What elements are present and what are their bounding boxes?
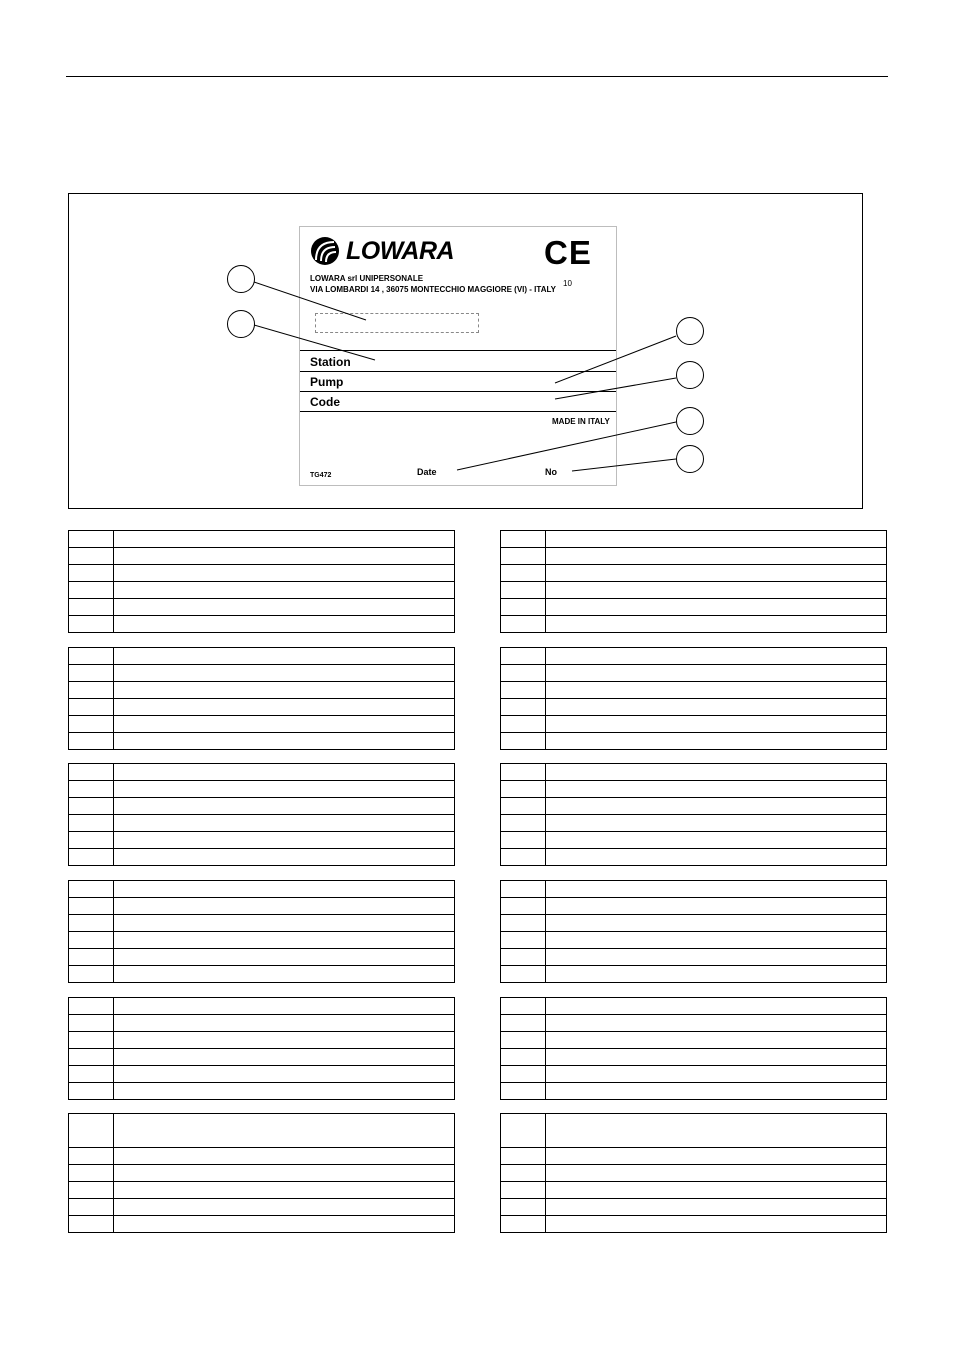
table-text-cell: [546, 582, 887, 599]
table-key-cell: [69, 849, 114, 866]
table-row: [69, 915, 455, 932]
company-address: VIA LOMBARDI 14 , 36075 MONTECCHIO MAGGIORE (VI) - ITALY: [310, 285, 556, 294]
pump-label: Pump: [310, 375, 344, 389]
language-table: [68, 997, 455, 1100]
table-row: [69, 1049, 455, 1066]
table-key-cell: [69, 998, 114, 1015]
language-table: [500, 647, 887, 750]
callout-3: [676, 317, 704, 345]
table-text-cell: [546, 548, 887, 565]
language-table: [500, 530, 887, 633]
table-row: [501, 648, 887, 665]
table-text-cell: [114, 531, 455, 548]
table-text-cell: [114, 1199, 455, 1216]
table-key-cell: [69, 966, 114, 983]
table-key-cell: [501, 1182, 546, 1199]
language-table: [68, 1113, 455, 1233]
table-row: [501, 1049, 887, 1066]
table-row: [501, 798, 887, 815]
table-text-cell: [546, 998, 887, 1015]
table-row: [501, 1182, 887, 1199]
table-text-cell: [546, 565, 887, 582]
table-text-cell: [546, 1066, 887, 1083]
table-row: [501, 881, 887, 898]
table-key-cell: [69, 531, 114, 548]
table-key-cell: [501, 798, 546, 815]
table-text-cell: [114, 798, 455, 815]
table-key-cell: [69, 898, 114, 915]
table-text-cell: [546, 832, 887, 849]
language-table: [68, 763, 455, 866]
table-row: [501, 682, 887, 699]
table-row: [69, 1216, 455, 1233]
table-row: [69, 881, 455, 898]
table-row: [501, 832, 887, 849]
table-text-cell: [114, 682, 455, 699]
table-key-cell: [501, 998, 546, 1015]
table-row: [69, 849, 455, 866]
table-text-cell: [114, 665, 455, 682]
table-row: [69, 1182, 455, 1199]
table-key-cell: [501, 682, 546, 699]
table-key-cell: [69, 798, 114, 815]
table-row: [69, 716, 455, 733]
table-text-cell: [114, 648, 455, 665]
table-row: [501, 915, 887, 932]
language-table: [68, 880, 455, 983]
table-text-cell: [546, 1199, 887, 1216]
brand-name: LOWARA: [346, 237, 455, 265]
table-key-cell: [501, 781, 546, 798]
table-row: [69, 1083, 455, 1100]
table-key-cell: [69, 1032, 114, 1049]
table-row: [69, 548, 455, 565]
table-key-cell: [69, 699, 114, 716]
table-key-cell: [501, 764, 546, 781]
table-text-cell: [114, 1216, 455, 1233]
table-text-cell: [546, 1216, 887, 1233]
table-key-cell: [69, 915, 114, 932]
table-key-cell: [501, 531, 546, 548]
table-text-cell: [546, 1032, 887, 1049]
table-key-cell: [69, 932, 114, 949]
made-in-label: MADE IN ITALY: [552, 417, 610, 426]
code-label: Code: [310, 395, 340, 409]
table-row: [69, 764, 455, 781]
table-row: [69, 966, 455, 983]
table-key-cell: [501, 949, 546, 966]
table-text-cell: [114, 781, 455, 798]
table-key-cell: [501, 932, 546, 949]
table-row: [501, 665, 887, 682]
table-row: [69, 898, 455, 915]
table-text-cell: [546, 1015, 887, 1032]
table-row: [69, 699, 455, 716]
table-key-cell: [501, 648, 546, 665]
table-row: [501, 531, 887, 548]
table-key-cell: [501, 1049, 546, 1066]
table-row: [69, 599, 455, 616]
table-text-cell: [546, 1083, 887, 1100]
language-table: [500, 880, 887, 983]
table-key-cell: [501, 1066, 546, 1083]
table-key-cell: [69, 949, 114, 966]
table-key-cell: [501, 1199, 546, 1216]
table-text-cell: [114, 764, 455, 781]
callout-2: [227, 310, 255, 338]
table-text-cell: [114, 582, 455, 599]
table-row: [69, 1032, 455, 1049]
table-row: [69, 1114, 455, 1148]
table-row: [501, 733, 887, 750]
table-key-cell: [501, 616, 546, 633]
callout-1: [227, 265, 255, 293]
callout-6: [676, 445, 704, 473]
table-key-cell: [69, 582, 114, 599]
table-key-cell: [69, 599, 114, 616]
table-key-cell: [501, 915, 546, 932]
table-key-cell: [69, 665, 114, 682]
table-text-cell: [546, 1165, 887, 1182]
table-key-cell: [69, 716, 114, 733]
table-text-cell: [546, 1049, 887, 1066]
table-row: [69, 648, 455, 665]
table-text-cell: [546, 966, 887, 983]
table-key-cell: [69, 815, 114, 832]
table-key-cell: [501, 1083, 546, 1100]
table-row: [69, 998, 455, 1015]
table-row: [501, 548, 887, 565]
table-row: [69, 781, 455, 798]
table-text-cell: [546, 1114, 887, 1148]
table-row: [69, 733, 455, 750]
table-row: [501, 966, 887, 983]
table-text-cell: [546, 716, 887, 733]
table-text-cell: [546, 764, 887, 781]
table-text-cell: [546, 1182, 887, 1199]
table-row: [69, 1148, 455, 1165]
table-text-cell: [114, 1015, 455, 1032]
table-text-cell: [546, 932, 887, 949]
language-table: [500, 763, 887, 866]
table-key-cell: [69, 1015, 114, 1032]
table-row: [501, 781, 887, 798]
table-key-cell: [501, 665, 546, 682]
table-text-cell: [114, 548, 455, 565]
company-name: LOWARA srl UNIPERSONALE: [310, 274, 424, 283]
table-row: [69, 949, 455, 966]
table-text-cell: [114, 815, 455, 832]
table-row: [69, 682, 455, 699]
table-row: [501, 1199, 887, 1216]
table-key-cell: [69, 1049, 114, 1066]
table-row: [69, 832, 455, 849]
station-label: Station: [310, 355, 351, 369]
table-key-cell: [501, 815, 546, 832]
table-row: [501, 1216, 887, 1233]
table-row: [69, 565, 455, 582]
table-key-cell: [69, 832, 114, 849]
table-text-cell: [546, 781, 887, 798]
table-key-cell: [501, 548, 546, 565]
table-text-cell: [546, 949, 887, 966]
table-key-cell: [501, 733, 546, 750]
language-table: [500, 1113, 887, 1233]
table-text-cell: [114, 966, 455, 983]
model-code: TG472: [310, 472, 332, 479]
table-key-cell: [501, 1148, 546, 1165]
table-text-cell: [114, 616, 455, 633]
table-row: [501, 699, 887, 716]
table-key-cell: [69, 616, 114, 633]
table-text-cell: [546, 616, 887, 633]
table-text-cell: [114, 1083, 455, 1100]
table-key-cell: [69, 1165, 114, 1182]
table-row: [501, 998, 887, 1015]
table-text-cell: [546, 648, 887, 665]
table-text-cell: [546, 849, 887, 866]
ce-mark-icon: CE: [544, 234, 592, 271]
table-key-cell: [69, 565, 114, 582]
table-key-cell: [501, 599, 546, 616]
table-text-cell: [546, 733, 887, 750]
table-text-cell: [114, 832, 455, 849]
table-text-cell: [546, 881, 887, 898]
table-row: [501, 582, 887, 599]
table-key-cell: [69, 1199, 114, 1216]
table-text-cell: [114, 932, 455, 949]
table-key-cell: [501, 565, 546, 582]
table-text-cell: [546, 898, 887, 915]
table-text-cell: [114, 898, 455, 915]
table-key-cell: [501, 716, 546, 733]
table-row: [501, 599, 887, 616]
table-row: [69, 1066, 455, 1083]
table-key-cell: [69, 1083, 114, 1100]
table-row: [501, 815, 887, 832]
date-label: Date: [417, 467, 437, 477]
table-text-cell: [114, 998, 455, 1015]
table-row: [501, 1165, 887, 1182]
table-text-cell: [114, 849, 455, 866]
table-key-cell: [501, 1216, 546, 1233]
table-text-cell: [114, 949, 455, 966]
table-key-cell: [69, 1148, 114, 1165]
notified-body-number: 10: [563, 279, 572, 288]
table-row: [501, 1083, 887, 1100]
table-key-cell: [501, 881, 546, 898]
table-text-cell: [114, 1182, 455, 1199]
table-text-cell: [546, 815, 887, 832]
table-row: [69, 531, 455, 548]
table-row: [501, 1032, 887, 1049]
table-key-cell: [501, 582, 546, 599]
table-key-cell: [69, 1216, 114, 1233]
table-text-cell: [546, 599, 887, 616]
table-row: [501, 1015, 887, 1032]
number-label: No: [545, 467, 557, 477]
table-text-cell: [114, 1066, 455, 1083]
table-text-cell: [546, 665, 887, 682]
table-row: [69, 582, 455, 599]
table-row: [501, 898, 887, 915]
table-text-cell: [114, 915, 455, 932]
table-key-cell: [501, 849, 546, 866]
table-text-cell: [114, 716, 455, 733]
table-row: [501, 716, 887, 733]
table-key-cell: [69, 764, 114, 781]
table-key-cell: [501, 1114, 546, 1148]
callout-leader-lines: [0, 0, 954, 520]
table-text-cell: [114, 881, 455, 898]
callout-5: [676, 407, 704, 435]
table-key-cell: [69, 781, 114, 798]
table-text-cell: [546, 798, 887, 815]
table-row: [69, 616, 455, 633]
table-text-cell: [114, 1148, 455, 1165]
table-key-cell: [69, 881, 114, 898]
table-text-cell: [114, 699, 455, 716]
table-row: [69, 798, 455, 815]
table-key-cell: [501, 699, 546, 716]
table-text-cell: [114, 1165, 455, 1182]
table-text-cell: [114, 1032, 455, 1049]
language-table: [500, 997, 887, 1100]
table-row: [69, 932, 455, 949]
table-key-cell: [69, 1114, 114, 1148]
table-key-cell: [69, 733, 114, 750]
table-key-cell: [501, 1015, 546, 1032]
table-row: [501, 1148, 887, 1165]
table-row: [69, 1165, 455, 1182]
table-key-cell: [69, 648, 114, 665]
table-row: [501, 949, 887, 966]
language-table: [68, 647, 455, 750]
table-row: [501, 565, 887, 582]
table-key-cell: [501, 832, 546, 849]
table-text-cell: [114, 565, 455, 582]
table-row: [501, 849, 887, 866]
table-row: [501, 932, 887, 949]
table-row: [501, 764, 887, 781]
table-key-cell: [69, 1066, 114, 1083]
table-key-cell: [69, 1182, 114, 1199]
callout-4: [676, 361, 704, 389]
table-text-cell: [546, 699, 887, 716]
table-key-cell: [501, 1032, 546, 1049]
table-row: [69, 815, 455, 832]
table-text-cell: [114, 733, 455, 750]
table-key-cell: [501, 966, 546, 983]
table-text-cell: [546, 531, 887, 548]
table-text-cell: [114, 1049, 455, 1066]
table-key-cell: [69, 682, 114, 699]
table-row: [501, 1066, 887, 1083]
table-text-cell: [114, 599, 455, 616]
table-text-cell: [546, 915, 887, 932]
table-row: [501, 616, 887, 633]
table-row: [69, 1199, 455, 1216]
table-key-cell: [501, 898, 546, 915]
table-row: [69, 665, 455, 682]
table-row: [501, 1114, 887, 1148]
table-text-cell: [546, 1148, 887, 1165]
table-text-cell: [546, 682, 887, 699]
language-table: [68, 530, 455, 633]
table-key-cell: [69, 548, 114, 565]
table-key-cell: [501, 1165, 546, 1182]
table-row: [69, 1015, 455, 1032]
table-text-cell: [114, 1114, 455, 1148]
